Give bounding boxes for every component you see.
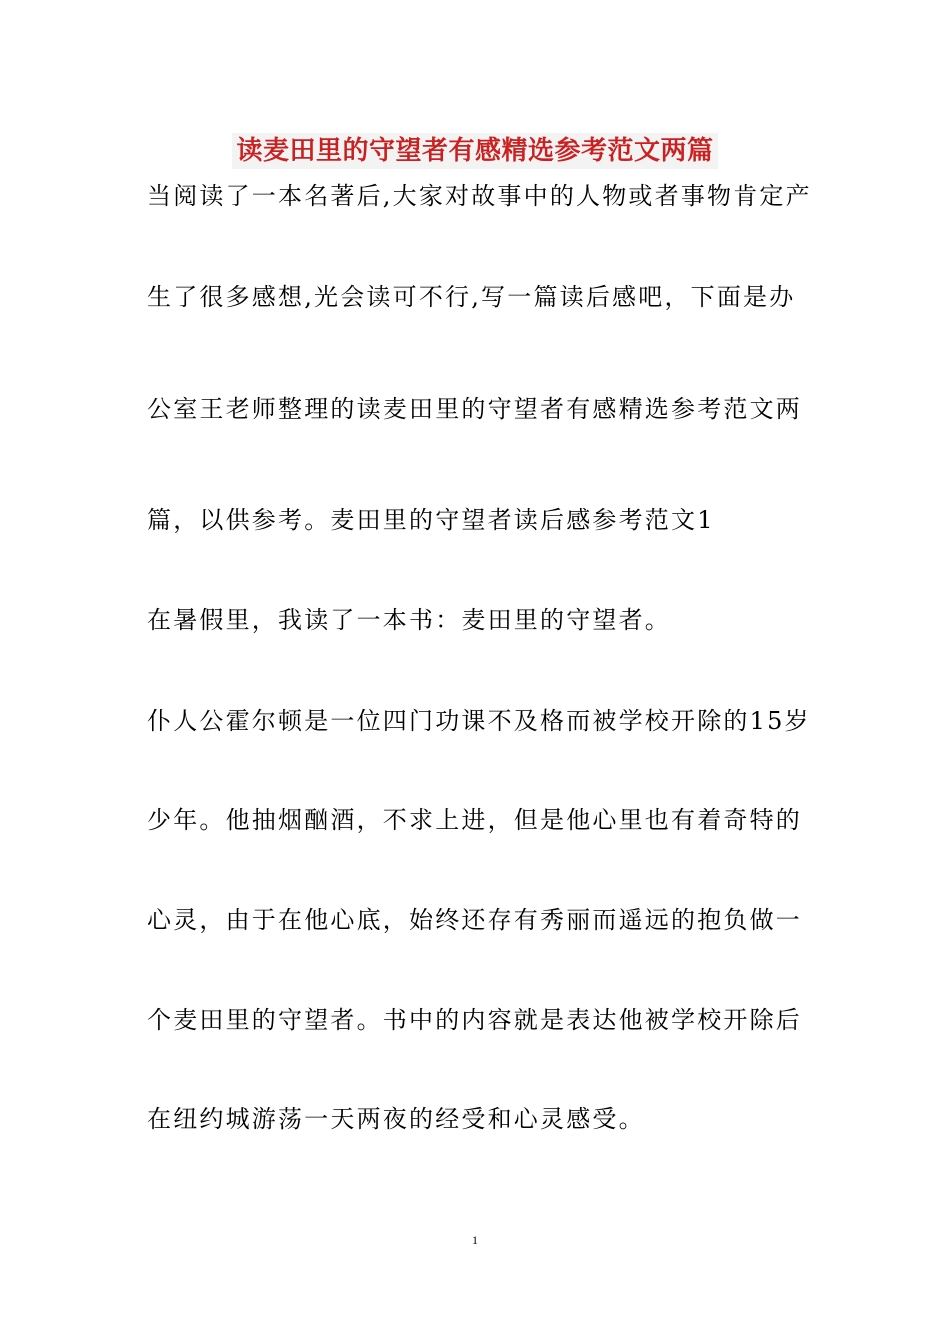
body-line: 当阅读了一本名著后,大家对故事中的人物或者事物肯定产 xyxy=(147,182,812,210)
page-number: 1 xyxy=(472,1233,478,1247)
document-title: 读麦田里的守望者有感精选参考范文两篇 xyxy=(232,133,717,169)
body-line: 在纽约城游荡一天两夜的经受和心灵感受。 xyxy=(147,1105,645,1133)
body-line: 少年。他抽烟酗酒，不求上进，但是他心里也有着奇特的 xyxy=(147,806,802,834)
body-line: 公室王老师整理的读麦田里的守望者有感精选参考范文两 xyxy=(147,395,802,423)
body-line: 篇，以供参考。麦田里的守望者读后感参考范文1 xyxy=(147,506,715,534)
body-line: 仆人公霍尔顿是一位四门功课不及格而被学校开除的15岁 xyxy=(147,707,811,735)
body-line: 生了很多感想,光会读可不行,写一篇读后感吧，下面是办 xyxy=(147,283,796,311)
body-line: 个麦田里的守望者。书中的内容就是表达他被学校开除后 xyxy=(147,1006,802,1034)
body-line: 心灵，由于在他心底，始终还存有秀丽而遥远的抱负做一 xyxy=(147,906,802,934)
title-container xyxy=(0,133,950,169)
body-line: 在暑假里，我读了一本书：麦田里的守望者。 xyxy=(147,606,671,634)
